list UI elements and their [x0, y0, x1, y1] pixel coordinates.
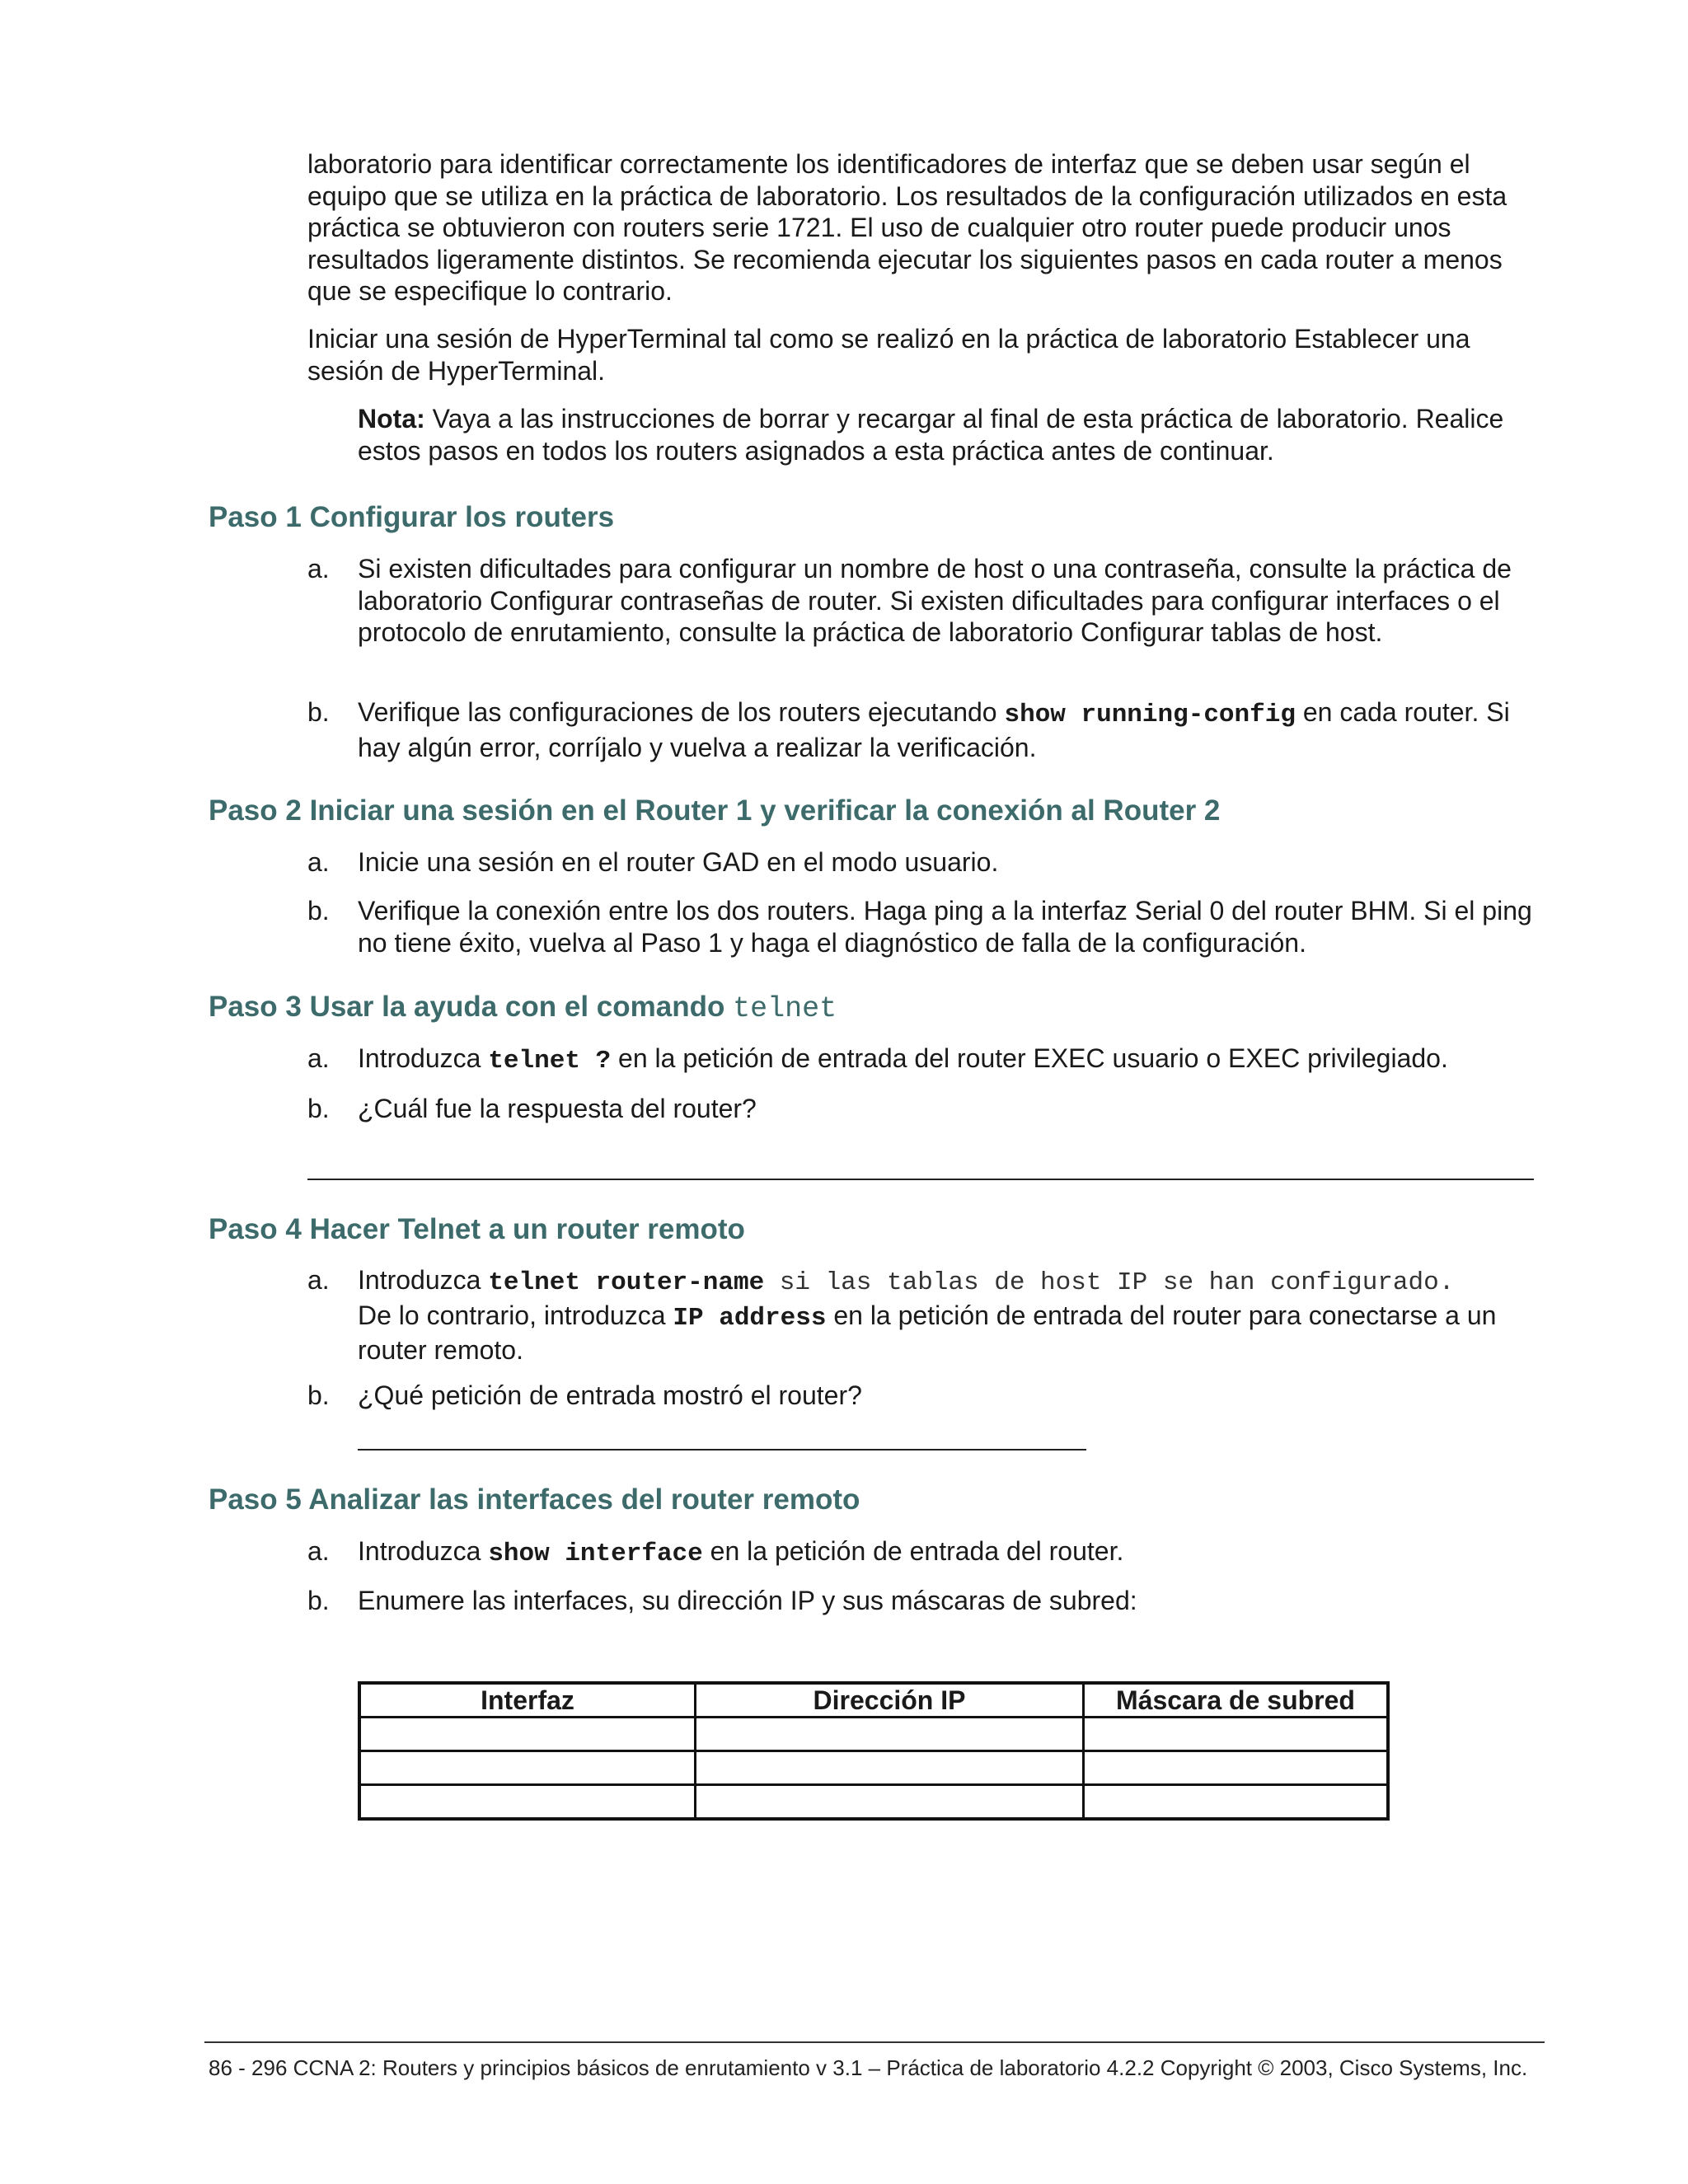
step-5-b-text: Enumere las interfaces, su dirección IP y sus máscaras de subred:: [358, 1586, 1137, 1615]
step-3-heading-code: telnet: [733, 992, 837, 1025]
step-1-heading: Paso 1 Configurar los routers: [209, 501, 615, 533]
table-row: [359, 1751, 1388, 1785]
list-marker: b.: [307, 1380, 330, 1410]
interfaces-table: [358, 1681, 1390, 1821]
step-4-a-text-2: De lo contrario, introduzca: [358, 1300, 673, 1330]
list-marker: b.: [307, 1586, 330, 1615]
table-cell-mascara[interactable]: [1084, 1751, 1389, 1785]
page-footer: 86 - 296 CCNA 2: Routers y principios básicos de enrutamiento v 3.1 – Práctica de laboratorio 4.2.2 Copyright © 2003, Cisco Systems, Inc.: [209, 2055, 1528, 2080]
table-cell-interfaz[interactable]: [359, 1751, 696, 1785]
table-cell-direccion-ip[interactable]: [696, 1785, 1084, 1820]
table-cell-interfaz[interactable]: [359, 1718, 696, 1751]
answer-line-step-3[interactable]: [307, 1179, 1534, 1180]
step-1-b-text-1: Verifique las configuraciones de los routers ejecutando: [358, 697, 1005, 727]
step-5-a-text-1: Introduzca: [358, 1536, 489, 1566]
table-row: [359, 1785, 1388, 1820]
command-show-running-config: show running-config: [1004, 701, 1296, 729]
step-3-b-text: ¿Cuál fue la respuesta del router?: [358, 1094, 757, 1123]
step-4-b-text: ¿Qué petición de entrada mostró el router?: [358, 1380, 862, 1410]
note-paragraph: [358, 403, 1528, 466]
step-4-a-content: [358, 1264, 1545, 1366]
list-marker: b.: [307, 1094, 330, 1123]
step-4-a-mono-text: si las tablas de host IP se han configurado.: [764, 1268, 1455, 1297]
table-header-interfaz: Interfaz: [359, 1683, 696, 1718]
step-1-a-text: Si existen dificultades para configurar un nombre de host o una contraseña, consulte la práctica de laboratorio Configurar contraseñas de router. Si existen dificultades para configurar interfaces o el protocolo de enrutamiento, consulte la práctica de laboratorio Configurar tablas de host.: [358, 554, 1512, 647]
step-3-heading-text: Paso 3 Usar la ayuda con el comando: [209, 991, 734, 1023]
intro-paragraph-1: laboratorio para identificar correctamente los identificadores de interfaz que se deben usar según el equipo que se utiliza en la práctica de laboratorio. Los resultados de la configuración utilizados en esta práctica se obtuvieron con routers serie 1721. El uso de cualquier otro router puede producir unos resultados ligeramente distintos. Se recomienda ejecutar los siguientes pasos en cada router a menos que se especifique lo contrario.: [307, 149, 1507, 306]
table-cell-direccion-ip[interactable]: [696, 1751, 1084, 1785]
note-text: Vaya a las instrucciones de borrar y recargar al final de esta práctica de laboratorio. Realice estos pasos en todos los routers asignados a esta práctica antes de continuar.: [358, 404, 1504, 466]
list-marker: a.: [307, 1536, 330, 1566]
step-3-a-text-2: en la petición de entrada del router EXEC usuario o EXEC privilegiado.: [611, 1043, 1448, 1073]
table-header-mascara: Máscara de subred: [1084, 1683, 1389, 1718]
command-ip-address: IP address: [673, 1303, 827, 1333]
step-3-a-content: [358, 1043, 1545, 1078]
step-5-heading: Paso 5 Analizar las interfaces del router remoto: [209, 1483, 860, 1516]
step-1-b-text-2: en cada router. Si hay algún error, corríjalo y vuelva a realizar la verificación.: [358, 697, 1510, 762]
note-label: Nota:: [358, 404, 425, 434]
command-show-interface: show interface: [488, 1540, 703, 1568]
step-5-a-content: [358, 1535, 1545, 1571]
list-marker: a.: [307, 554, 330, 583]
step-1-b-content: [358, 696, 1545, 763]
command-telnet-help: telnet ?: [488, 1047, 612, 1076]
list-marker: b.: [307, 896, 330, 926]
step-3-a-text-1: Introduzca: [358, 1043, 489, 1073]
table-cell-interfaz[interactable]: [359, 1785, 696, 1820]
table-cell-mascara[interactable]: [1084, 1785, 1389, 1820]
table-row: [359, 1718, 1388, 1751]
step-2-a-text: Inicie una sesión en el router GAD en el modo usuario.: [358, 847, 999, 877]
step-5-a-text-2: en la petición de entrada del router.: [702, 1536, 1124, 1566]
table-cell-mascara[interactable]: [1084, 1718, 1389, 1751]
intro-paragraph-2: Iniciar una sesión de HyperTerminal tal como se realizó en la práctica de laboratorio Establecer una sesión de HyperTerminal.: [307, 324, 1470, 386]
step-4-heading: Paso 4 Hacer Telnet a un router remoto: [209, 1213, 745, 1245]
step-4-a-text-3: en la petición de entrada del router para conectarse a un router remoto.: [358, 1300, 1497, 1365]
list-marker: a.: [307, 847, 330, 877]
list-marker: a.: [307, 1265, 330, 1295]
list-marker: a.: [307, 1043, 330, 1073]
table-header-row: [359, 1683, 1388, 1718]
step-4-a-text-1: Introduzca: [358, 1265, 489, 1295]
table-header-direccion-ip: Dirección IP: [696, 1683, 1084, 1718]
command-telnet-router-name: telnet router-name: [488, 1268, 765, 1297]
list-marker: b.: [307, 697, 330, 727]
step-2-heading: Paso 2 Iniciar una sesión en el Router 1 y verificar la conexión al Router 2: [209, 794, 1221, 827]
footer-divider: [204, 2041, 1545, 2043]
step-3-heading: [209, 990, 837, 1026]
table-cell-direccion-ip[interactable]: [696, 1718, 1084, 1751]
answer-line-step-4[interactable]: [358, 1449, 1086, 1451]
step-2-b-text: Verifique la conexión entre los dos routers. Haga ping a la interfaz Serial 0 del router BHM. Si el ping no tiene éxito, vuelva al Paso 1 y haga el diagnóstico de falla de la configuración.: [358, 896, 1532, 958]
